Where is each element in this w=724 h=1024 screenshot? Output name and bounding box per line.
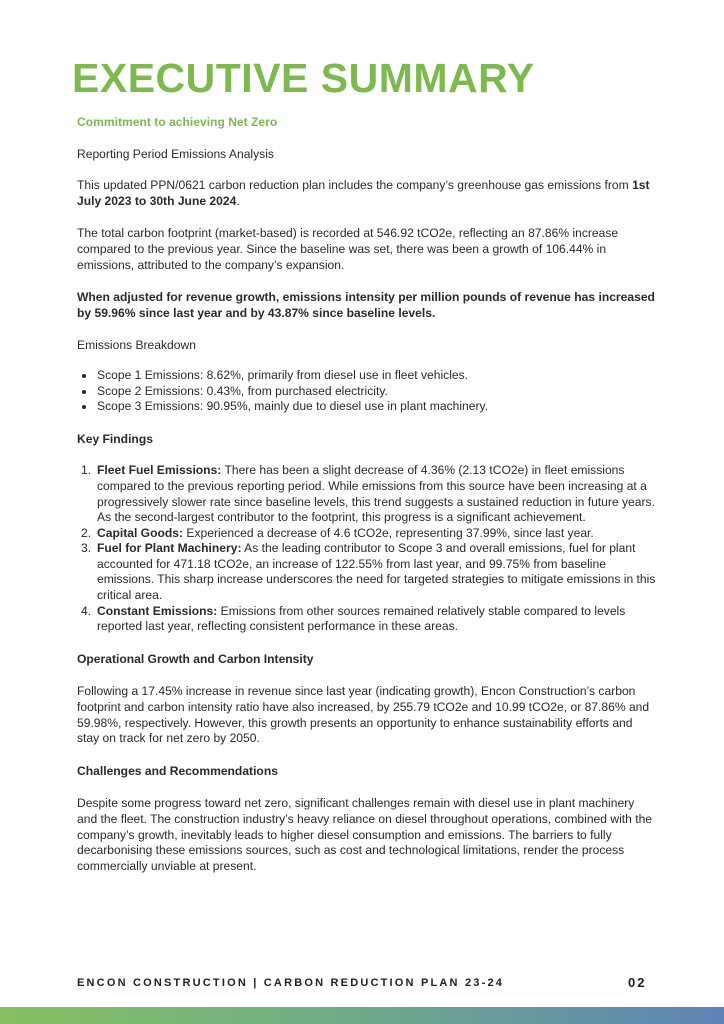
item-label: Fuel for Plant Machinery: [97, 541, 242, 556]
item-label: Constant Emissions: [97, 603, 218, 618]
item-text: Experienced a decrease of 4.6 tCO2e, representing 37.99%, since last year. [183, 525, 594, 540]
item-number: 3. [81, 541, 92, 556]
list-item [77, 526, 657, 542]
growth-heading: Operational Growth and Carbon Intensity [77, 651, 314, 666]
breakdown-heading: Emissions Breakdown [77, 338, 196, 353]
list-item: Scope 1 Emissions: 8.62%, primarily from diesel use in fleet vehicles. [77, 368, 657, 384]
intensity-statement: When adjusted for revenue growth, emissions intensity per million pounds of revenue has increased by 59.96% since last year and by 43.87% since baseline levels. [77, 290, 655, 320]
summary-content [77, 115, 657, 874]
page-title: EXECUTIVE SUMMARY [72, 55, 535, 101]
footer-title: ENCON CONSTRUCTION | CARBON REDUCTION PLAN 23-24 [77, 977, 505, 989]
item-number: 2. [81, 525, 92, 540]
challenges-heading: Challenges and Recommendations [77, 763, 278, 778]
total-footprint-paragraph: The total carbon footprint (market-based) is recorded at 546.92 tCO2e, reflecting an 87.86% increase compared to the previous year. Since the baseline was set, there was been a growth of 106.44% in emissions, attributed to the company’s expansion. [77, 226, 619, 272]
item-text: There has been a slight decrease of 4.36% (2.13 tCO2e) in fleet emissions compared to the previous reporting period. While emissions from this source have been increasing at a progressively slower rate since baseline levels, this trend suggests a sustained reduction in future years. As the second-largest contributor to the footprint, this progress is a significant achievement. [97, 463, 655, 525]
intro-dates: 1st July 2023 to 30th June 2024 [77, 178, 650, 208]
intro-paragraph [77, 178, 657, 209]
list-item: Scope 3 Emissions: 90.95%, mainly due to diesel use in plant machinery. [77, 399, 657, 415]
footer-gradient-bar [0, 1007, 724, 1024]
list-item [77, 541, 657, 603]
growth-paragraph: Following a 17.45% increase in revenue since last year (indicating growth), Encon Construction’s carbon footprint and carbon intensity ratio have also increased, by 255.79 tCO2e and 10.99 tCO2e, or 87.86% and 59.98%, respectively. However, this growth presents an opportunity to enhance sustainability efforts and stay on track for net zero by 2050. [77, 684, 650, 746]
item-number: 4. [81, 603, 92, 618]
list-item [77, 604, 657, 635]
intro-end: . [236, 193, 240, 208]
breakdown-list [77, 368, 657, 415]
item-number: 1. [81, 463, 92, 478]
subtitle: Commitment to achieving Net Zero [77, 115, 278, 129]
intro-text: This updated PPN/0621 carbon reduction plan includes the company’s greenhouse gas emissions from [77, 178, 633, 193]
page-number: 02 [628, 975, 647, 990]
item-text: Emissions from other sources remained relatively stable compared to levels reported last year, reflecting consistent performance in these areas. [97, 603, 626, 634]
findings-heading: Key Findings [77, 431, 153, 446]
list-item: Scope 2 Emissions: 0.43%, from purchased electricity. [77, 384, 657, 400]
item-label: Fleet Fuel Emissions: [97, 463, 222, 478]
findings-list [77, 463, 657, 635]
item-text: As the leading contributor to Scope 3 and overall emissions, fuel for plant accounted for 471.18 tCO2e, an increase of 122.55% from last year, and 99.75% from baseline emissions. This sharp increase underscores the need for targeted strategies to mitigate emissions in this critical area. [97, 541, 656, 603]
period-heading: Reporting Period Emissions Analysis [77, 146, 274, 161]
item-label: Capital Goods: [97, 525, 184, 540]
challenges-paragraph: Despite some progress toward net zero, significant challenges remain with diesel use in plant machinery and the fleet. The construction industry’s heavy reliance on diesel throughout operations, combined with the company’s growth, inevitably leads to higher diesel consumption and emissions. The barriers to fully decarbonising these emissions sources, such as cost and technological limitations, render the process commercially unviable at present. [77, 796, 653, 873]
list-item [77, 463, 657, 525]
